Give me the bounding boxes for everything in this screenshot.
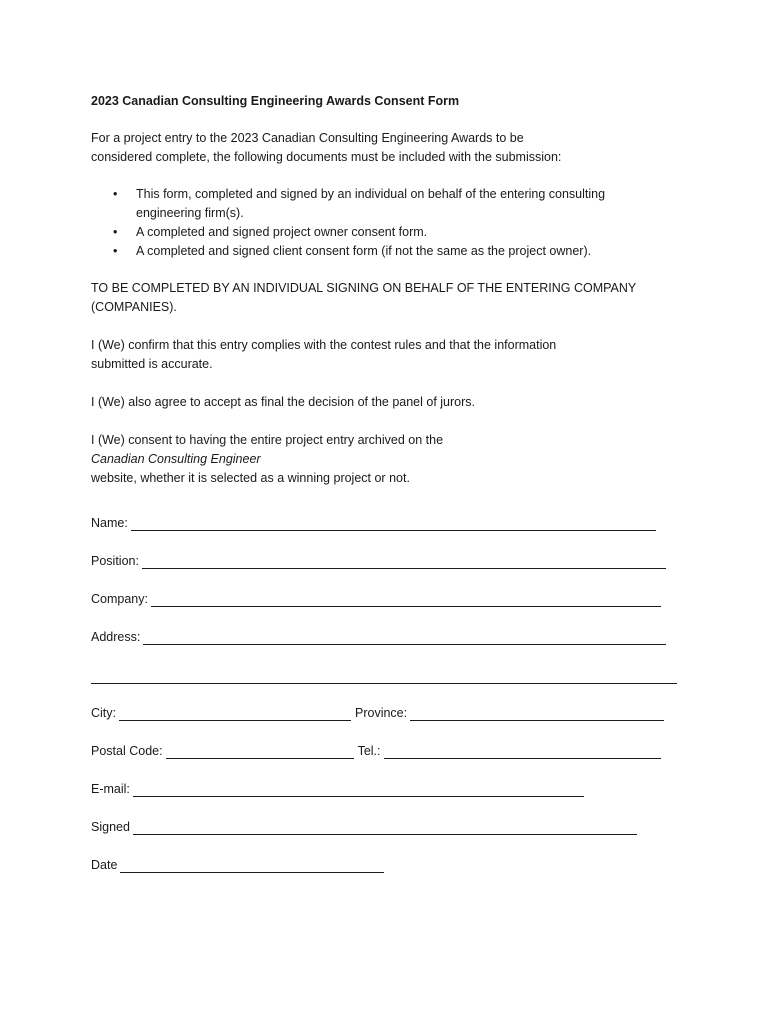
city-label: City: [91,706,116,720]
name-row [91,511,656,531]
consent-line-1 [91,431,691,469]
list-item [91,223,691,242]
signed-label: Signed [91,820,130,834]
form-title: 2023 Canadian Consulting Engineering Awards Consent Form [91,94,460,108]
bullet-3-text: A completed and signed client consent form (if not the same as the project owner). [136,244,592,258]
address-line-2-field[interactable] [91,669,677,684]
address-field[interactable] [143,630,666,645]
company-label: Company: [91,592,148,606]
position-row [91,549,666,569]
postal-tel-row [91,739,661,759]
tel-label: Tel.: [357,744,381,758]
bullet-1-line-1: This form, completed and signed by an individual on behalf of the entering consulting [136,187,606,201]
city-province-row [91,701,664,721]
list-item [91,185,691,223]
address-line-2-row [91,664,677,684]
name-label: Name: [91,516,128,530]
date-field[interactable] [120,858,384,873]
province-field[interactable] [410,706,664,721]
date-row [91,853,384,873]
intro-line-2: considered complete, the following documents must be included with the submission: [91,150,562,164]
position-field[interactable] [142,554,666,569]
signing-notice-line-2: (COMPANIES). [91,300,177,314]
company-row [91,587,661,607]
list-item [91,242,691,261]
postal-code-field[interactable] [166,744,354,759]
confirm-paragraph [91,336,691,374]
city-field[interactable] [119,706,351,721]
company-field[interactable] [151,592,661,607]
signature-field[interactable] [133,820,637,835]
consent-line-1-text: I (We) consent to having the entire project entry archived on the [91,433,444,447]
consent-paragraph [91,431,691,488]
signing-notice-line-1: TO BE COMPLETED BY AN INDIVIDUAL SIGNING ON BEHALF OF THE ENTERING COMPANY [91,281,637,295]
agree-paragraph: I (We) also agree to accept as final the decision of the panel of jurors. [91,395,476,409]
publication-name: Canadian Consulting Engineer [91,452,261,466]
required-documents-list [91,185,691,261]
intro-paragraph [91,129,691,167]
position-label: Position: [91,554,139,568]
date-label: Date [91,858,118,872]
consent-form-document [91,92,691,507]
email-field[interactable] [133,782,584,797]
address-row [91,625,666,645]
email-row [91,777,584,797]
address-label: Address: [91,630,141,644]
name-field[interactable] [131,516,656,531]
tel-field[interactable] [384,744,661,759]
signing-notice [91,279,691,317]
bullet-1-line-2: engineering firm(s). [136,206,244,220]
consent-line-2: website, whether it is selected as a winning project or not. [91,471,410,485]
signed-row [91,815,637,835]
intro-line-1: For a project entry to the 2023 Canadian Consulting Engineering Awards to be [91,131,524,145]
bullet-2-text: A completed and signed project owner consent form. [136,225,428,239]
province-label: Province: [355,706,408,720]
confirm-line-1: I (We) confirm that this entry complies with the contest rules and that the information [91,338,557,352]
confirm-line-2: submitted is accurate. [91,357,213,371]
postal-code-label: Postal Code: [91,744,163,758]
email-label: E-mail: [91,782,130,796]
